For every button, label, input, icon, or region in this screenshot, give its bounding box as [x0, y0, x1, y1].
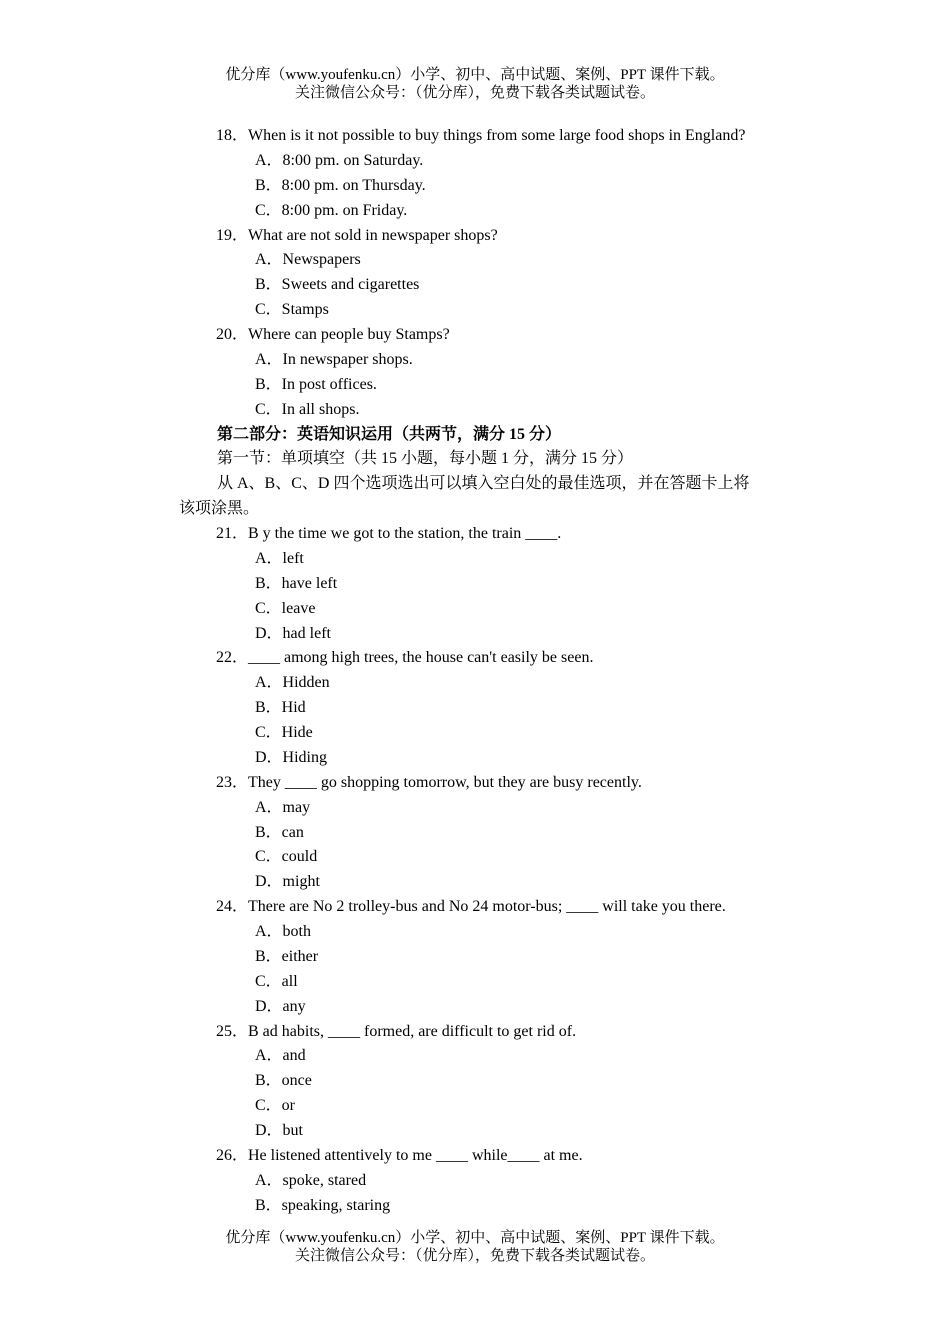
question-19-option-a: A．Newspapers — [255, 251, 361, 269]
question-22-option-b: B．Hid — [255, 699, 306, 717]
question-24-option-a: A．both — [255, 923, 312, 940]
question-26-stem: 26．He listened attentively to me ____ while____ at me. — [216, 1146, 583, 1164]
question-22-option-a: A．Hidden — [255, 674, 330, 692]
page-header — [0, 66, 950, 102]
instructions-line-1: 从 A、B、C、D 四个选项选出可以填入空白处的最佳选项，并在答题卡上将 — [217, 475, 750, 493]
question-21-option-b: B．have left — [255, 574, 338, 592]
header-line-1: 优分库（www.youfenku.cn）小学、初中、高中试题、案例、PPT 课件下载。 — [225, 67, 725, 83]
question-23-option-c: C．could — [255, 848, 318, 866]
header-line-2: 关注微信公众号：（优分库），免费下载各类试题试卷。 — [294, 85, 655, 101]
question-20-option-b: B．In post offices. — [255, 375, 377, 393]
question-23-option-d: D．might — [255, 873, 320, 891]
question-25-option-a: A．and — [255, 1047, 306, 1065]
question-24-option-c: C．all — [255, 972, 298, 990]
question-22-option-d: D．Hiding — [255, 748, 328, 766]
question-24-option-d: D．any — [255, 997, 306, 1015]
question-23-stem: 23．They ____ go shopping tomorrow, but they are busy recently. — [216, 773, 642, 791]
question-20-stem: 20．Where can people buy Stamps? — [216, 326, 450, 343]
question-25-option-d: D．but — [255, 1122, 304, 1139]
question-21-option-c: C．leave — [255, 599, 316, 617]
question-20-option-c: C．In all shops. — [255, 400, 360, 418]
question-25-stem: 25．B ad habits, ____ formed, are difficult to get rid of. — [216, 1022, 577, 1040]
question-18-option-b: B．8:00 pm. on Thursday. — [255, 176, 426, 194]
question-25-option-b: B．once — [255, 1072, 312, 1090]
question-19-stem: 19．What are not sold in newspaper shops? — [216, 226, 498, 244]
question-18-stem: 18．When is it not possible to buy things from some large food shops in England? — [216, 127, 746, 144]
question-19-option-b: B．Sweets and cigarettes — [255, 276, 420, 294]
question-21-option-d: D．had left — [255, 624, 331, 642]
question-18-option-c: C．8:00 pm. on Friday. — [255, 201, 408, 219]
question-20-option-a: A．In newspaper shops. — [255, 350, 413, 368]
instructions-line-2: 该项涂黑。 — [179, 500, 260, 518]
question-21-option-a: A．left — [255, 549, 304, 567]
question-22-stem: 22．____ among high trees, the house can't easily be seen. — [216, 649, 594, 667]
question-26-option-b: B．speaking, staring — [255, 1196, 391, 1214]
exam-content — [0, 124, 950, 1219]
question-21-stem: 21．B y the time we got to the station, the train ____. — [216, 525, 562, 542]
page-footer — [0, 1229, 950, 1265]
question-24-stem: 24．There are No 2 trolley-bus and No 24 motor-bus; ____ will take you there. — [216, 898, 726, 916]
question-25-option-c: C．or — [255, 1097, 296, 1115]
question-23-option-a: A．may — [255, 798, 311, 816]
question-19-option-c: C．Stamps — [255, 301, 329, 319]
question-22-option-c: C．Hide — [255, 724, 313, 741]
footer-line-1: 优分库（www.youfenku.cn）小学、初中、高中试题、案例、PPT 课件下载。 — [225, 1230, 725, 1246]
question-26-option-a: A．spoke, stared — [255, 1171, 367, 1189]
footer-line-2: 关注微信公众号：（优分库），免费下载各类试题试卷。 — [294, 1248, 655, 1264]
section-1-title: 第一节：单项填空（共 15 小题，每小题 1 分，满分 15 分） — [217, 450, 634, 468]
question-18-option-a: A．8:00 pm. on Saturday. — [255, 151, 424, 169]
part-2-title: 第二部分：英语知识运用（共两节，满分 15 分） — [217, 425, 562, 443]
question-23-option-b: B．can — [255, 823, 304, 841]
question-24-option-b: B．either — [255, 947, 319, 965]
